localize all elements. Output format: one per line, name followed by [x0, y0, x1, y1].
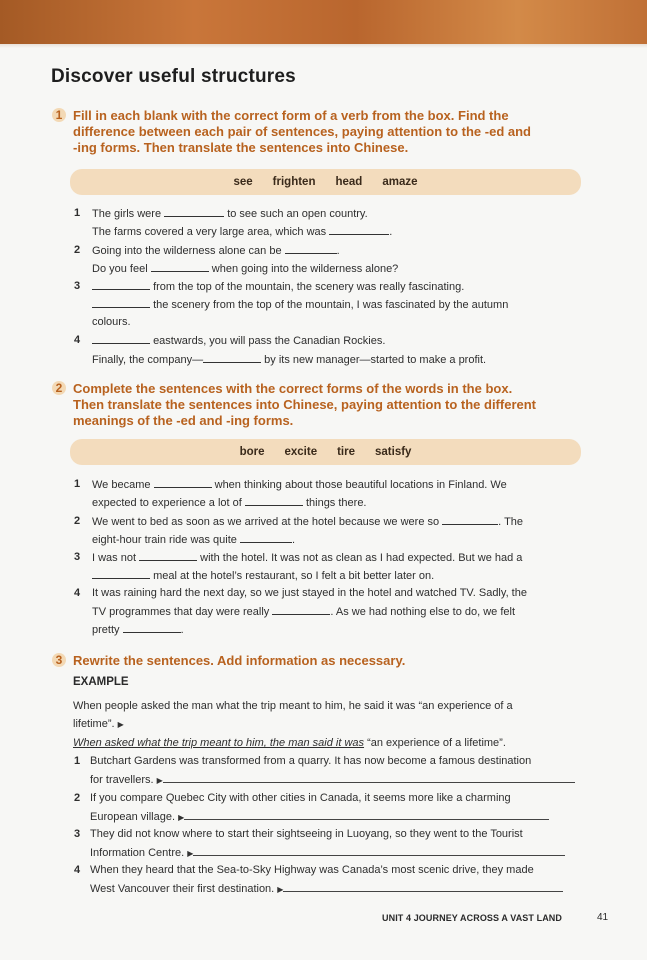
section-1-number: 1	[52, 108, 66, 122]
section-1-word-box	[70, 169, 581, 195]
blank[interactable]	[245, 495, 303, 506]
section-3-number: 3	[52, 653, 66, 667]
item-number: 2	[74, 792, 81, 804]
blank[interactable]	[164, 206, 224, 217]
exercise-line	[92, 352, 486, 367]
text: West Vancouver their first destination.	[90, 883, 275, 895]
blank[interactable]	[92, 568, 150, 579]
answer-line[interactable]	[193, 845, 565, 856]
text: The girls were	[92, 208, 162, 220]
text: European village.	[90, 811, 176, 823]
exercise-line	[92, 568, 434, 583]
blank[interactable]	[285, 243, 337, 254]
answer-line[interactable]	[184, 809, 549, 820]
page-number: 41	[597, 912, 609, 923]
section-1-heading	[73, 108, 573, 156]
exercise-line: They did not know where to start their sightseeing in Luoyang, so they went to the Tourist	[90, 828, 523, 840]
item-number: 1	[74, 207, 81, 219]
arrow-icon: ▶	[187, 849, 194, 858]
exercise-line	[92, 532, 295, 547]
exercise-line	[92, 495, 367, 510]
text: for travellers.	[90, 774, 154, 786]
box-word: bore	[239, 446, 265, 458]
box-word: tire	[337, 446, 355, 458]
blank[interactable]	[123, 622, 181, 633]
text: Do you feel	[92, 263, 148, 275]
blank[interactable]	[151, 261, 209, 272]
example-line: When people asked the man what the trip meant to him, he said it was “an experience of a	[73, 700, 513, 712]
exercise-line: colours.	[92, 316, 131, 328]
exercise-line: If you compare Quebec City with other cities in Canada, it seems more like a charming	[90, 792, 511, 804]
text: Going into the wilderness alone can be	[92, 245, 282, 257]
text: .	[389, 226, 393, 238]
footer-unit-title: UNIT 4 JOURNEY ACROSS A VAST LAND	[382, 913, 562, 923]
box-word: amaze	[382, 176, 418, 188]
section-2-heading-line: Then translate the sentences into Chinese, paying attention to the different	[73, 397, 537, 412]
text: to see such an open country.	[227, 208, 368, 220]
box-word: frighten	[272, 176, 316, 188]
item-number: 1	[74, 478, 81, 490]
section-3-heading: Rewrite the sentences. Add information as necessary.	[73, 653, 406, 668]
exercise-line	[90, 772, 575, 788]
exercise-line	[90, 881, 563, 897]
text: The farms covered a very large area, which was	[92, 226, 327, 238]
top-color-band	[0, 0, 647, 44]
item-number: 3	[74, 280, 81, 292]
exercise-line	[92, 477, 507, 492]
blank[interactable]	[92, 333, 150, 344]
exercise-line: When they heard that the Sea-to-Sky Highway was Canada’s most scenic drive, they made	[90, 864, 534, 876]
exercise-line	[92, 622, 184, 637]
text: eight-hour train ride was quite	[92, 534, 237, 546]
exercise-line	[92, 261, 398, 276]
exercise-line	[92, 224, 392, 239]
blank[interactable]	[92, 279, 150, 290]
item-number: 3	[74, 828, 81, 840]
blank[interactable]	[329, 224, 389, 235]
exercise-line	[92, 604, 515, 619]
exercise-line: It was raining hard the next day, so we just stayed in the hotel and watched TV. Sadly, the	[92, 587, 527, 599]
text: expected to experience a lot of	[92, 497, 242, 509]
text: the scenery from the top of the mountain, I was fascinated by the autumn	[153, 299, 509, 311]
exercise-line	[92, 206, 368, 221]
text: things there.	[305, 497, 367, 509]
item-number: 2	[74, 515, 81, 527]
text: TV programmes that day were really	[92, 606, 270, 618]
box-word: see	[233, 176, 253, 188]
exercise-line	[92, 243, 340, 258]
text: I was not	[92, 552, 137, 564]
example-label: EXAMPLE	[73, 676, 129, 688]
blank[interactable]	[272, 604, 330, 615]
text: pretty	[92, 624, 120, 636]
example-answer	[73, 736, 506, 750]
exercise-line: Butchart Gardens was transformed from a quarry. It has now become a famous destination	[90, 755, 532, 767]
exercise-line	[92, 550, 522, 565]
arrow-icon: ▶	[117, 720, 124, 729]
arrow-icon: ▶	[178, 813, 185, 822]
page-title: Discover useful structures	[51, 66, 296, 87]
section-2-heading-line: meanings of the -ed and -ing forms.	[73, 413, 294, 428]
arrow-icon: ▶	[277, 885, 284, 894]
text: .	[291, 534, 296, 546]
item-number: 4	[74, 864, 81, 876]
underlined-answer: When asked what the trip meant to him, the man said it was	[73, 737, 365, 749]
exercise-line	[90, 809, 549, 825]
exercise-line	[92, 279, 464, 294]
answer-line[interactable]	[283, 881, 563, 892]
arrow-icon: ▶	[156, 776, 163, 785]
text: “an experience of a lifetime”.	[367, 737, 506, 749]
band-shadow	[0, 44, 647, 48]
blank[interactable]	[139, 550, 197, 561]
section-1-heading-line: difference between each pair of sentences, paying attention to the -ed and	[73, 124, 531, 139]
text: . As we had nothing else to do, we felt	[330, 606, 516, 618]
section-2-number: 2	[52, 381, 66, 395]
text: Finally, the company—	[92, 354, 204, 366]
exercise-line	[92, 514, 523, 529]
example-line	[73, 717, 124, 732]
item-number: 2	[74, 244, 81, 256]
section-1-heading-line: -ing forms. Then translate the sentences into Chinese.	[73, 140, 409, 155]
text: We went to bed as soon as we arrived at the hotel because we were so	[92, 516, 440, 528]
exercise-line	[90, 845, 565, 861]
text: We became	[92, 479, 151, 491]
section-2-heading-line: Complete the sentences with the correct forms of the words in the box.	[73, 381, 513, 396]
text: .	[180, 624, 184, 636]
section-2-heading	[73, 381, 573, 429]
text: meal at the hotel’s restaurant, so I felt a bit better later on.	[153, 570, 435, 582]
text: by its new manager—started to make a profit.	[264, 354, 487, 366]
blank[interactable]	[154, 477, 212, 488]
blank[interactable]	[203, 352, 261, 363]
section-2-word-box	[70, 439, 581, 465]
blank[interactable]	[92, 297, 150, 308]
text: when thinking about those beautiful locations in Finland. We	[214, 479, 507, 491]
text: . The	[498, 516, 524, 528]
text: .	[336, 245, 340, 257]
text: Information Centre.	[90, 847, 185, 859]
box-word: head	[335, 176, 363, 188]
text: lifetime”.	[73, 718, 115, 730]
exercise-line	[92, 333, 385, 348]
section-1-heading-line: Fill in each blank with the correct form of a verb from the box. Find the	[73, 108, 509, 123]
exercise-line	[92, 297, 508, 312]
item-number: 1	[74, 755, 81, 767]
text: with the hotel. It was not as clean as I had expected. But we had a	[200, 552, 523, 564]
box-word: excite	[284, 446, 318, 458]
answer-line[interactable]	[163, 772, 575, 783]
blank[interactable]	[442, 514, 498, 525]
item-number: 4	[74, 587, 81, 599]
text: when going into the wilderness alone?	[211, 263, 399, 275]
item-number: 4	[74, 334, 81, 346]
blank[interactable]	[240, 532, 292, 543]
text: from the top of the mountain, the scenery was really fascinating.	[153, 281, 465, 293]
box-word: satisfy	[375, 446, 412, 458]
text: eastwards, you will pass the Canadian Rockies.	[153, 335, 386, 347]
item-number: 3	[74, 551, 81, 563]
